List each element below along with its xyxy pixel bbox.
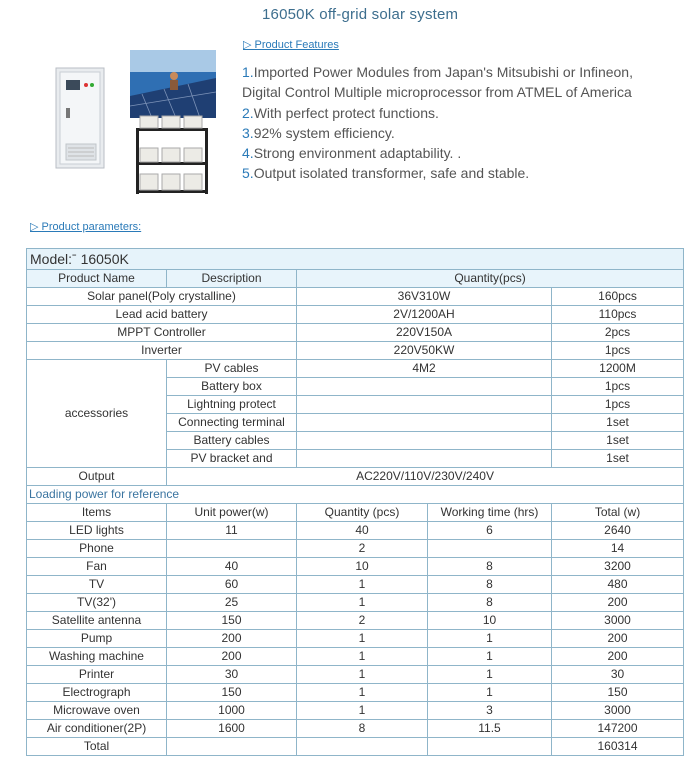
- feature-item: 3.92% system efficiency.: [242, 124, 395, 141]
- table-cell: MPPT Controller: [27, 324, 297, 342]
- table-cell: 1: [297, 684, 428, 702]
- table-cell: [297, 396, 552, 414]
- total-value: 160314: [552, 738, 684, 756]
- table-cell: 3000: [552, 702, 684, 720]
- model-label: Model:ˉ 16050K: [27, 249, 684, 270]
- table-cell: [297, 378, 552, 396]
- table-cell: 6: [428, 522, 552, 540]
- table-row: [27, 468, 684, 486]
- spec-table: [26, 248, 684, 756]
- table-cell: 8: [428, 594, 552, 612]
- table-cell: 220V150A: [297, 324, 552, 342]
- table-cell: 160pcs: [552, 288, 684, 306]
- table-row: [27, 702, 684, 720]
- table-cell: Fan: [27, 558, 167, 576]
- table-row: [27, 576, 684, 594]
- table-cell: [297, 432, 552, 450]
- table-cell: 200: [167, 648, 297, 666]
- table-cell: Product Name: [27, 270, 167, 288]
- table-row: [27, 522, 684, 540]
- table-cell: 200: [552, 630, 684, 648]
- table-cell: Items: [27, 504, 167, 522]
- page-title: 16050K off-grid solar system: [262, 6, 459, 23]
- feature-item: 5.Output isolated transformer, safe and stable.: [242, 165, 530, 182]
- table-row: [27, 612, 684, 630]
- table-cell: 11: [167, 522, 297, 540]
- table-cell: 1: [428, 666, 552, 684]
- table-cell: Washing machine: [27, 648, 167, 666]
- table-cell: [297, 414, 552, 432]
- table-cell: 2pcs: [552, 324, 684, 342]
- table-cell: 8: [428, 576, 552, 594]
- table-row: [27, 540, 684, 558]
- table-cell: 1: [297, 594, 428, 612]
- accessories-label: accessories: [27, 360, 167, 468]
- table-cell: [167, 540, 297, 558]
- table-cell: 1: [297, 576, 428, 594]
- table-cell: TV: [27, 576, 167, 594]
- table-cell: 60: [167, 576, 297, 594]
- table-cell: Phone: [27, 540, 167, 558]
- table-cell: 10: [428, 612, 552, 630]
- inverter-cabinet-image: [56, 68, 104, 168]
- product-parameters-heading: Product parameters:: [41, 221, 142, 233]
- feature-item: 1.Imported Power Modules from Japan's Mitsubishi or Infineon,: [242, 64, 633, 80]
- feature-item: 2.With perfect protect functions.: [242, 104, 439, 121]
- table-cell: TV(32'): [27, 594, 167, 612]
- table-row: [27, 630, 684, 648]
- table-cell: 1pcs: [552, 378, 684, 396]
- table-cell: Inverter: [27, 342, 297, 360]
- table-cell: 1set: [552, 450, 684, 468]
- table-cell: 110pcs: [552, 306, 684, 324]
- table-cell: 11.5: [428, 720, 552, 738]
- table-cell: 1600: [167, 720, 297, 738]
- table-cell: Unit power(w): [167, 504, 297, 522]
- table-row: [27, 558, 684, 576]
- table-cell: AC220V/110V/230V/240V: [167, 468, 684, 486]
- table-cell: 10: [297, 558, 428, 576]
- table-row: [27, 648, 684, 666]
- table-cell: Quantity (pcs): [297, 504, 428, 522]
- table-cell: Connecting terminal: [167, 414, 297, 432]
- product-image: [42, 46, 217, 196]
- table-cell: 1: [297, 648, 428, 666]
- table-cell: Lightning protect: [167, 396, 297, 414]
- feature-item: Digital Control Multiple microprocessor from ATMEL of America: [242, 84, 632, 101]
- table-cell: Total (w): [552, 504, 684, 522]
- product-features-link[interactable]: ▷ Product Features: [243, 39, 339, 51]
- table-cell: PV bracket and: [167, 450, 297, 468]
- table-cell: 147200: [552, 720, 684, 738]
- table-cell: PV cables: [167, 360, 297, 378]
- table-cell: 36V310W: [297, 288, 552, 306]
- table-cell: [297, 450, 552, 468]
- table-cell: 150: [167, 612, 297, 630]
- table-cell: 220V50KW: [297, 342, 552, 360]
- table-cell: [167, 738, 297, 756]
- table-row: [27, 306, 684, 324]
- table-cell: 1set: [552, 414, 684, 432]
- table-cell: Output: [27, 468, 167, 486]
- model-row: [27, 249, 684, 270]
- table-cell: 1: [297, 702, 428, 720]
- table-cell: Battery box: [167, 378, 297, 396]
- table-cell: 480: [552, 576, 684, 594]
- loading-heading: Loading power for reference: [27, 486, 684, 504]
- table-cell: Description: [167, 270, 297, 288]
- table-cell: 2: [297, 612, 428, 630]
- table-cell: 1pcs: [552, 396, 684, 414]
- table-cell: 8: [428, 558, 552, 576]
- table-cell: 1pcs: [552, 342, 684, 360]
- table-row: [27, 324, 684, 342]
- total-label: Total: [27, 738, 167, 756]
- table-row: [27, 360, 684, 378]
- features-list: [242, 62, 697, 184]
- table-cell: LED lights: [27, 522, 167, 540]
- total-row: [27, 738, 684, 756]
- table-cell: 40: [167, 558, 297, 576]
- table-row: [27, 342, 684, 360]
- table-cell: 14: [552, 540, 684, 558]
- table-cell: Electrograph: [27, 684, 167, 702]
- table-cell: Working time (hrs): [428, 504, 552, 522]
- table-cell: 1: [428, 684, 552, 702]
- table-cell: 25: [167, 594, 297, 612]
- table-cell: 150: [167, 684, 297, 702]
- table-cell: 30: [552, 666, 684, 684]
- table-cell: 1set: [552, 432, 684, 450]
- table-cell: Solar panel(Poly crystalline): [27, 288, 297, 306]
- table-cell: 150: [552, 684, 684, 702]
- table-cell: Satellite antenna: [27, 612, 167, 630]
- table-cell: Pump: [27, 630, 167, 648]
- table-row: [27, 720, 684, 738]
- table-cell: Printer: [27, 666, 167, 684]
- table-cell: 1: [297, 666, 428, 684]
- table-row: [27, 270, 684, 288]
- table-cell: 1: [297, 630, 428, 648]
- table-row: [27, 666, 684, 684]
- table-cell: 30: [167, 666, 297, 684]
- feature-item: 4.Strong environment adaptability. .: [242, 145, 462, 162]
- table-cell: 2: [297, 540, 428, 558]
- solar-panel-photo: [130, 50, 216, 118]
- table-cell: 200: [552, 648, 684, 666]
- table-cell: [428, 738, 552, 756]
- product-parameters-link[interactable]: ▷ Product parameters:: [30, 221, 142, 233]
- product-features-heading: Product Features: [254, 39, 339, 51]
- table-cell: 40: [297, 522, 428, 540]
- table-cell: 1000: [167, 702, 297, 720]
- loading-section-row: [27, 486, 684, 504]
- table-row: [27, 594, 684, 612]
- table-cell: 1: [428, 648, 552, 666]
- table-cell: [428, 540, 552, 558]
- table-cell: 3200: [552, 558, 684, 576]
- table-cell: 1200M: [552, 360, 684, 378]
- table-cell: 200: [167, 630, 297, 648]
- table-cell: Microwave oven: [27, 702, 167, 720]
- table-cell: Air conditioner(2P): [27, 720, 167, 738]
- table-cell: 2640: [552, 522, 684, 540]
- table-cell: 200: [552, 594, 684, 612]
- table-cell: Battery cables: [167, 432, 297, 450]
- table-row: [27, 288, 684, 306]
- table-cell: 1: [428, 630, 552, 648]
- battery-rack-image: [116, 116, 216, 196]
- table-cell: 3: [428, 702, 552, 720]
- table-cell: 8: [297, 720, 428, 738]
- table-cell: 3000: [552, 612, 684, 630]
- table-row: [27, 684, 684, 702]
- table-cell: Quantity(pcs): [297, 270, 684, 288]
- table-cell: [297, 738, 428, 756]
- table-cell: 4M2: [297, 360, 552, 378]
- table-cell: Lead acid battery: [27, 306, 297, 324]
- table-cell: 2V/1200AH: [297, 306, 552, 324]
- table-header-row: [27, 504, 684, 522]
